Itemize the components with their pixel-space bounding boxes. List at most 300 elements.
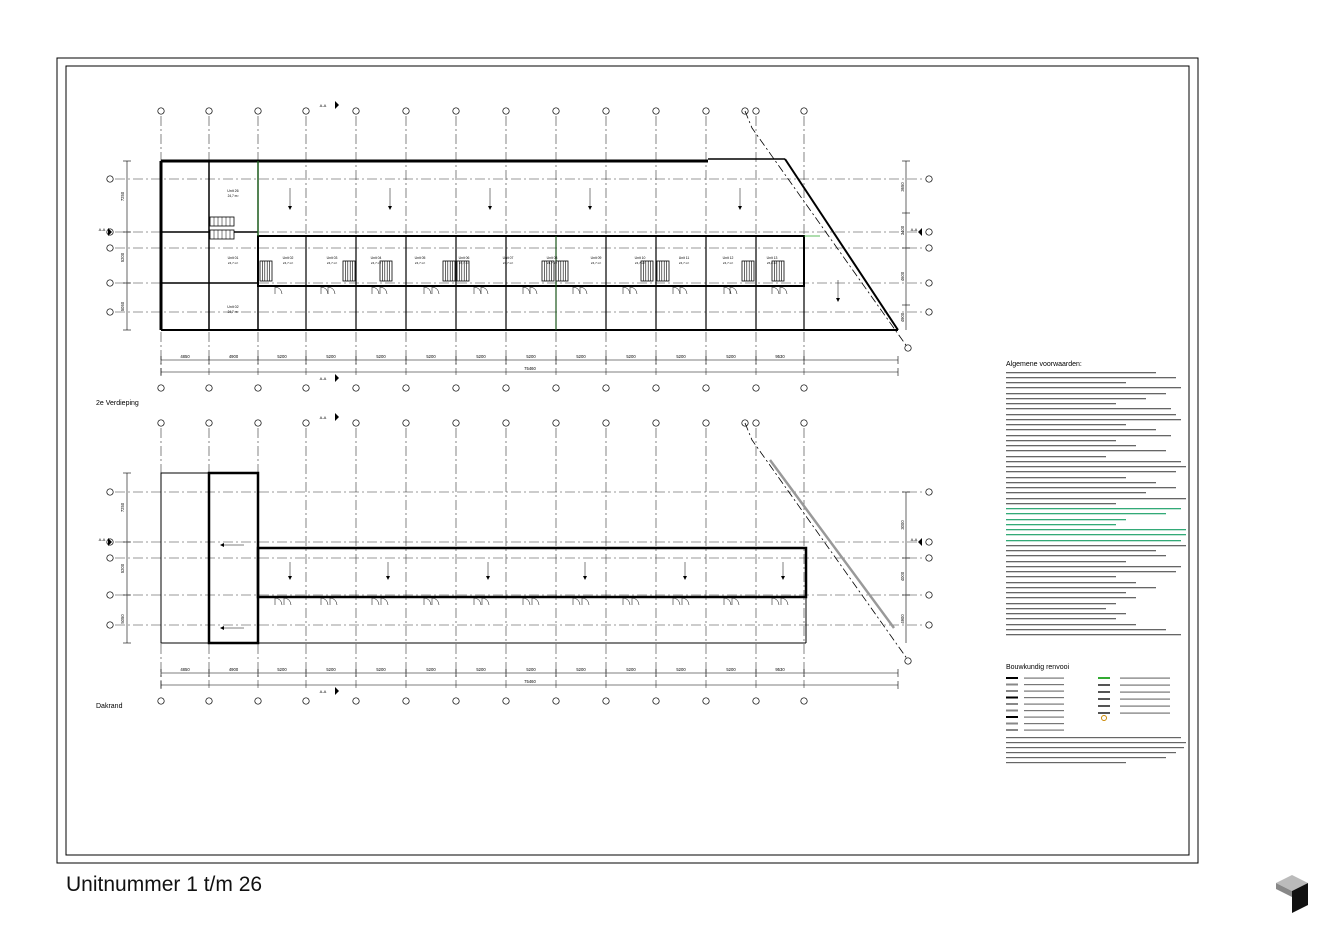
dimension-value: 5200 [426,667,436,672]
legend-swatch [1006,677,1018,679]
door-swing-icon [474,598,481,605]
unit-area: 24,7 m² [227,261,239,265]
dimension-value: 3000 [900,520,905,530]
dimension-value: 7250 [120,191,125,202]
section-arrow-icon [335,413,339,421]
door-swing-icon [432,598,439,605]
inner-frame [66,66,1189,855]
grid-bubble [926,622,932,628]
grid-bubble [206,385,212,391]
grid-bubble [255,385,261,391]
dimension-value: 3400 [900,225,905,236]
text-line [1006,445,1136,446]
legend-text [1120,692,1170,693]
text-line [1006,608,1106,609]
legend-swatch [1006,690,1018,692]
dimension-value: 4900 [228,667,239,672]
plan-dakrand [96,413,932,710]
door-swing-icon [481,287,488,294]
grid-bubble [107,280,113,286]
dimension-value: 4850 [180,354,190,359]
grid-bubble [926,229,932,235]
door-swing-icon [772,287,779,294]
stair-flight [380,261,392,281]
dimension-value: 5200 [676,354,686,359]
dimension-value: 4850 [180,667,190,672]
grid-bubble [107,592,113,598]
grid-bubble [353,698,359,704]
door-swing-icon [632,598,639,605]
door-swing-icon [424,598,431,605]
text-line [1006,742,1186,743]
door-swing-icon [474,287,481,294]
door-swing-icon [772,598,779,605]
text-line [1006,752,1176,753]
door-swing-icon [328,287,335,294]
dimension-value: 5200 [526,667,536,672]
grid-bubble [353,108,359,114]
slope-arrowhead-icon [588,206,592,210]
legend-block [1006,664,1186,763]
door-swing-icon [381,598,388,605]
legend-swatch [1098,698,1110,700]
grid-bubble [158,385,164,391]
unit-area: 24,7 m² [282,261,294,265]
text-line [1006,576,1116,577]
stair-icon [742,261,754,281]
door-swing-icon [380,287,387,294]
dimension-value: 4900 [900,614,905,624]
grid-lines [158,108,911,391]
unit-name: Unit 06 [458,256,470,260]
dimension-value: 4000 [900,571,905,582]
grid-bubble [603,420,609,426]
slope-arrowhead-icon [388,206,392,210]
text-line [1006,561,1126,562]
dimension-value: 5200 [626,354,636,359]
text-line [1006,513,1166,514]
text-line [1006,487,1176,488]
door-swing-icon [275,287,282,294]
diagonal-axis [745,423,908,660]
section-arrow-icon [918,228,922,236]
legend-text [1120,678,1170,679]
stair-flight [742,261,754,281]
grid-bubble [403,385,409,391]
grid-bubble [926,539,932,545]
legend-swatch [1006,723,1018,725]
slope-arrowhead-icon [836,298,840,302]
grid-bubble [303,420,309,426]
grid-bubble [801,698,807,704]
stairs [210,217,784,281]
dimension-value: 5200 [576,667,586,672]
dimension-value: 5200 [526,354,536,359]
text-line [1006,424,1126,425]
section-marker-label: A-A [910,537,918,542]
legend-swatch [1098,691,1110,693]
dimension-value: 4900 [900,312,905,323]
grid-bubble [453,385,459,391]
section-marker-label: A-A [98,227,106,232]
horizontal-grid-lines [107,489,932,628]
general-conditions-block [1006,361,1186,635]
door-swing-icon [623,598,630,605]
grid-bubble [206,108,212,114]
grid-bubble [801,385,807,391]
grid-bubble [255,420,261,426]
door-swing-icon [330,598,337,605]
text-line [1006,597,1136,598]
grid-bubble [107,245,113,251]
door-swing-icon [523,287,530,294]
text-line [1006,393,1166,394]
grid-bubble [403,108,409,114]
section-arrow-icon [335,101,339,109]
plan-label: Dakrand [96,703,123,710]
grid-bubble [905,658,911,664]
grid-bubble [703,385,709,391]
dimension-value: 7250 [120,502,125,513]
legend-text [1024,717,1064,718]
brand-logo-icon [1274,875,1310,915]
grid-bubble [926,245,932,251]
unit-area: 24,7 m² [502,261,514,265]
unit-area: 24,7 m² [458,261,470,265]
door-swing-icon [573,598,580,605]
section-marker-label: A-A [98,537,106,542]
door-swing-icon [682,598,689,605]
grid-bubble [753,385,759,391]
section-marker-label: A-A [319,103,327,108]
text-line [1006,613,1126,614]
dimension-value: 5200 [120,252,125,263]
text-line [1006,571,1176,572]
text-line [1006,629,1166,630]
text-line [1006,408,1171,409]
slope-arrowhead-icon [683,576,687,580]
text-line [1006,757,1166,758]
text-line [1006,566,1181,567]
door-swing-icon [482,598,489,605]
unit-name: Unit 02 [282,256,294,260]
stair-flight [657,261,669,281]
text-line [1006,519,1126,520]
slope-arrowhead-icon [781,576,785,580]
dimension-lines [99,101,922,382]
dimension-value: 5200 [120,563,125,574]
door-swing-icon [630,287,637,294]
dimension-lines [99,413,922,695]
notes-title: Algemene voorwaarden: [1006,361,1082,368]
grid-bubble [158,420,164,426]
door-swing-icon [580,287,587,294]
unit-name: Unit 11 [678,256,690,260]
grid-bubble [107,622,113,628]
unit-name: Unit 01 [227,256,239,260]
slope-arrowhead-icon [488,206,492,210]
grid-bubble [503,385,509,391]
unit-area: 24,7 m² [634,261,646,265]
unit-labels [227,188,840,314]
legend-text [1024,704,1064,705]
dimension-value: 4900 [228,354,239,359]
unit-name: Unit 04 [370,256,382,260]
text-line [1006,618,1116,619]
text-line [1006,429,1156,430]
slope-arrowhead-icon [220,626,224,630]
section-marker-label: A-A [319,376,327,381]
dimension-value: 5200 [626,667,636,672]
slope-arrowhead-icon [486,576,490,580]
legend-text [1120,685,1170,686]
door-swing-icon [732,598,739,605]
legend-swatch [1006,710,1018,712]
dimension-value: 5200 [326,354,336,359]
stair-icon [556,261,568,281]
door-swing-icon [573,287,580,294]
door-swing-icon [530,287,537,294]
legend-swatch [1006,716,1018,718]
door-swing-icon [582,598,589,605]
text-line [1006,414,1176,415]
grid-bubble [926,176,932,182]
grid-bubble [107,309,113,315]
doors [275,598,788,605]
grid-bubble [303,108,309,114]
dimension-total: 75460 [524,679,536,684]
section-arrow-icon [918,538,922,546]
plan-2e-verdieping [96,101,932,407]
grid-bubble [553,420,559,426]
sheet-caption: Unitnummer 1 t/m 26 [66,873,263,896]
text-line [1006,747,1184,748]
text-line [1006,482,1156,483]
text-line [1006,762,1126,763]
door-swing-icon [724,598,731,605]
legend-items [1006,677,1170,731]
text-line [1006,403,1116,404]
unit-area: 26,8 m² [766,261,778,265]
legend-swatch [1098,684,1110,686]
door-swing-icon [424,287,431,294]
dimension-value: 5200 [576,354,586,359]
text-line [1006,456,1106,457]
slope-arrowhead-icon [386,576,390,580]
door-swing-icon [523,598,530,605]
unit-area: 24,7 m² [590,261,602,265]
grid-bubble [703,420,709,426]
door-swing-icon [321,287,328,294]
slope-arrowhead-icon [288,206,292,210]
text-line [1006,534,1186,535]
grid-bubble [403,698,409,704]
text-line [1006,624,1136,625]
unit-name: Unit 09 [590,256,602,260]
grid-bubble [603,698,609,704]
grid-bubble [653,420,659,426]
text-line [1006,372,1156,373]
text-line [1006,498,1186,499]
grid-bubble [255,108,261,114]
door-swing-icon [623,287,630,294]
grid-bubble [503,698,509,704]
text-line [1006,555,1166,556]
legend-title: Bouwkundig renvooi [1006,664,1070,671]
text-line [1006,440,1116,441]
grid-bubble [503,420,509,426]
grid-bubble [303,385,309,391]
legend-swatch [1006,703,1018,705]
grid-bubble [603,385,609,391]
legend-text [1024,684,1064,685]
legend-swatch [1098,712,1110,714]
legend-text [1024,723,1064,724]
unit-area: 24,7 m² [722,261,734,265]
text-line [1006,508,1181,509]
text-line [1006,387,1181,388]
text-line [1006,524,1116,525]
legend-footnote [1006,737,1186,763]
grid-bubble [653,108,659,114]
text-line [1006,492,1146,493]
grid-bubble [801,108,807,114]
legend-swatch [1006,697,1018,699]
text-line [1006,582,1136,583]
slope-arrowhead-icon [220,543,224,547]
roof-edge-slope [770,460,894,628]
text-line [1006,592,1126,593]
legend-text [1120,706,1170,707]
door-swing-icon [321,598,328,605]
grid-bubble [503,108,509,114]
building-outline [161,159,898,330]
grid-bubble [603,108,609,114]
door-swing-icon [372,598,379,605]
dimension-value: 5200 [476,354,486,359]
dimension-value: 5050 [120,301,125,312]
grid-bubble [926,489,932,495]
text-line [1006,540,1181,541]
text-line [1006,587,1156,588]
door-swing-icon [673,287,680,294]
plan-label: 2e Verdieping [96,400,139,407]
grid-bubble [303,698,309,704]
door-swing-icon [781,598,788,605]
grid-bubble [926,280,932,286]
dimension-value: 5200 [476,667,486,672]
grid-bubble [703,698,709,704]
grid-bubble [926,309,932,315]
notes-text-lines [1006,372,1186,635]
unit-name: Unit 03 [326,256,338,260]
stair-flight [443,261,455,281]
legend-symbol-icon [1102,716,1107,721]
section-arrow-icon [335,374,339,382]
grid-bubble [107,489,113,495]
legend-text [1024,691,1064,692]
section-marker-label: A-A [319,415,327,420]
text-line [1006,377,1176,378]
dimension-value: 9530 [775,354,785,359]
grid-bubble [753,698,759,704]
grid-bubble [206,698,212,704]
stair-flight [556,261,568,281]
text-line [1006,382,1126,383]
text-line [1006,545,1186,546]
dimension-value: 5200 [277,354,287,359]
stair-icon [443,261,455,281]
dimension-value: 9530 [775,667,785,672]
dimension-value: 5200 [326,667,336,672]
stair-icon [380,261,392,281]
grid-bubble [553,108,559,114]
grid-bubble [158,108,164,114]
legend-swatch [1006,729,1018,731]
text-line [1006,603,1116,604]
grid-bubble [703,108,709,114]
section-arrow-icon [335,687,339,695]
door-swing-icon [275,598,282,605]
slope-arrowhead-icon [288,576,292,580]
stair-flight [343,261,355,281]
grid-bubble [753,108,759,114]
diagonal-axis [745,111,908,348]
legend-text [1120,713,1170,714]
legend-text [1024,710,1064,711]
unit-area: 24,7 m² [326,261,338,265]
unit-area: 24,7 m² [227,310,239,314]
grid-bubble [353,420,359,426]
grid-bubble [453,108,459,114]
door-swing-icon [284,598,291,605]
text-line [1006,737,1181,738]
door-swing-icon [780,287,787,294]
unit-area: 24,7 m² [678,261,690,265]
unit-name: Unit 02 [227,305,239,309]
text-line [1006,477,1126,478]
grid-bubble [753,420,759,426]
grid-bubble [158,698,164,704]
unit-name: Unit 13 [766,256,778,260]
text-line [1006,529,1186,530]
grid-bubble [653,698,659,704]
unit-area: 24,7 m² [370,261,382,265]
grid-bubble [453,420,459,426]
dimension-total: 75460 [524,366,536,371]
grid-bubble [926,592,932,598]
unit-name: Unit 10 [634,256,646,260]
legend-text [1024,730,1064,731]
dimension-value: 5200 [376,667,386,672]
text-line [1006,503,1116,504]
dimension-value: 5200 [277,667,287,672]
unit-name: Unit 08 [546,256,558,260]
doors [275,287,787,294]
grid-bubble [255,698,261,704]
door-swing-icon [680,287,687,294]
text-line [1006,471,1176,472]
text-line [1006,550,1156,551]
unit-name: Unit 12 [722,256,734,260]
legend-text [1024,678,1064,679]
text-line [1006,466,1186,467]
slope-arrowhead-icon [583,576,587,580]
dimension-value: 5200 [726,667,736,672]
text-line [1006,419,1181,420]
grid-bubble [553,385,559,391]
text-line [1006,450,1166,451]
